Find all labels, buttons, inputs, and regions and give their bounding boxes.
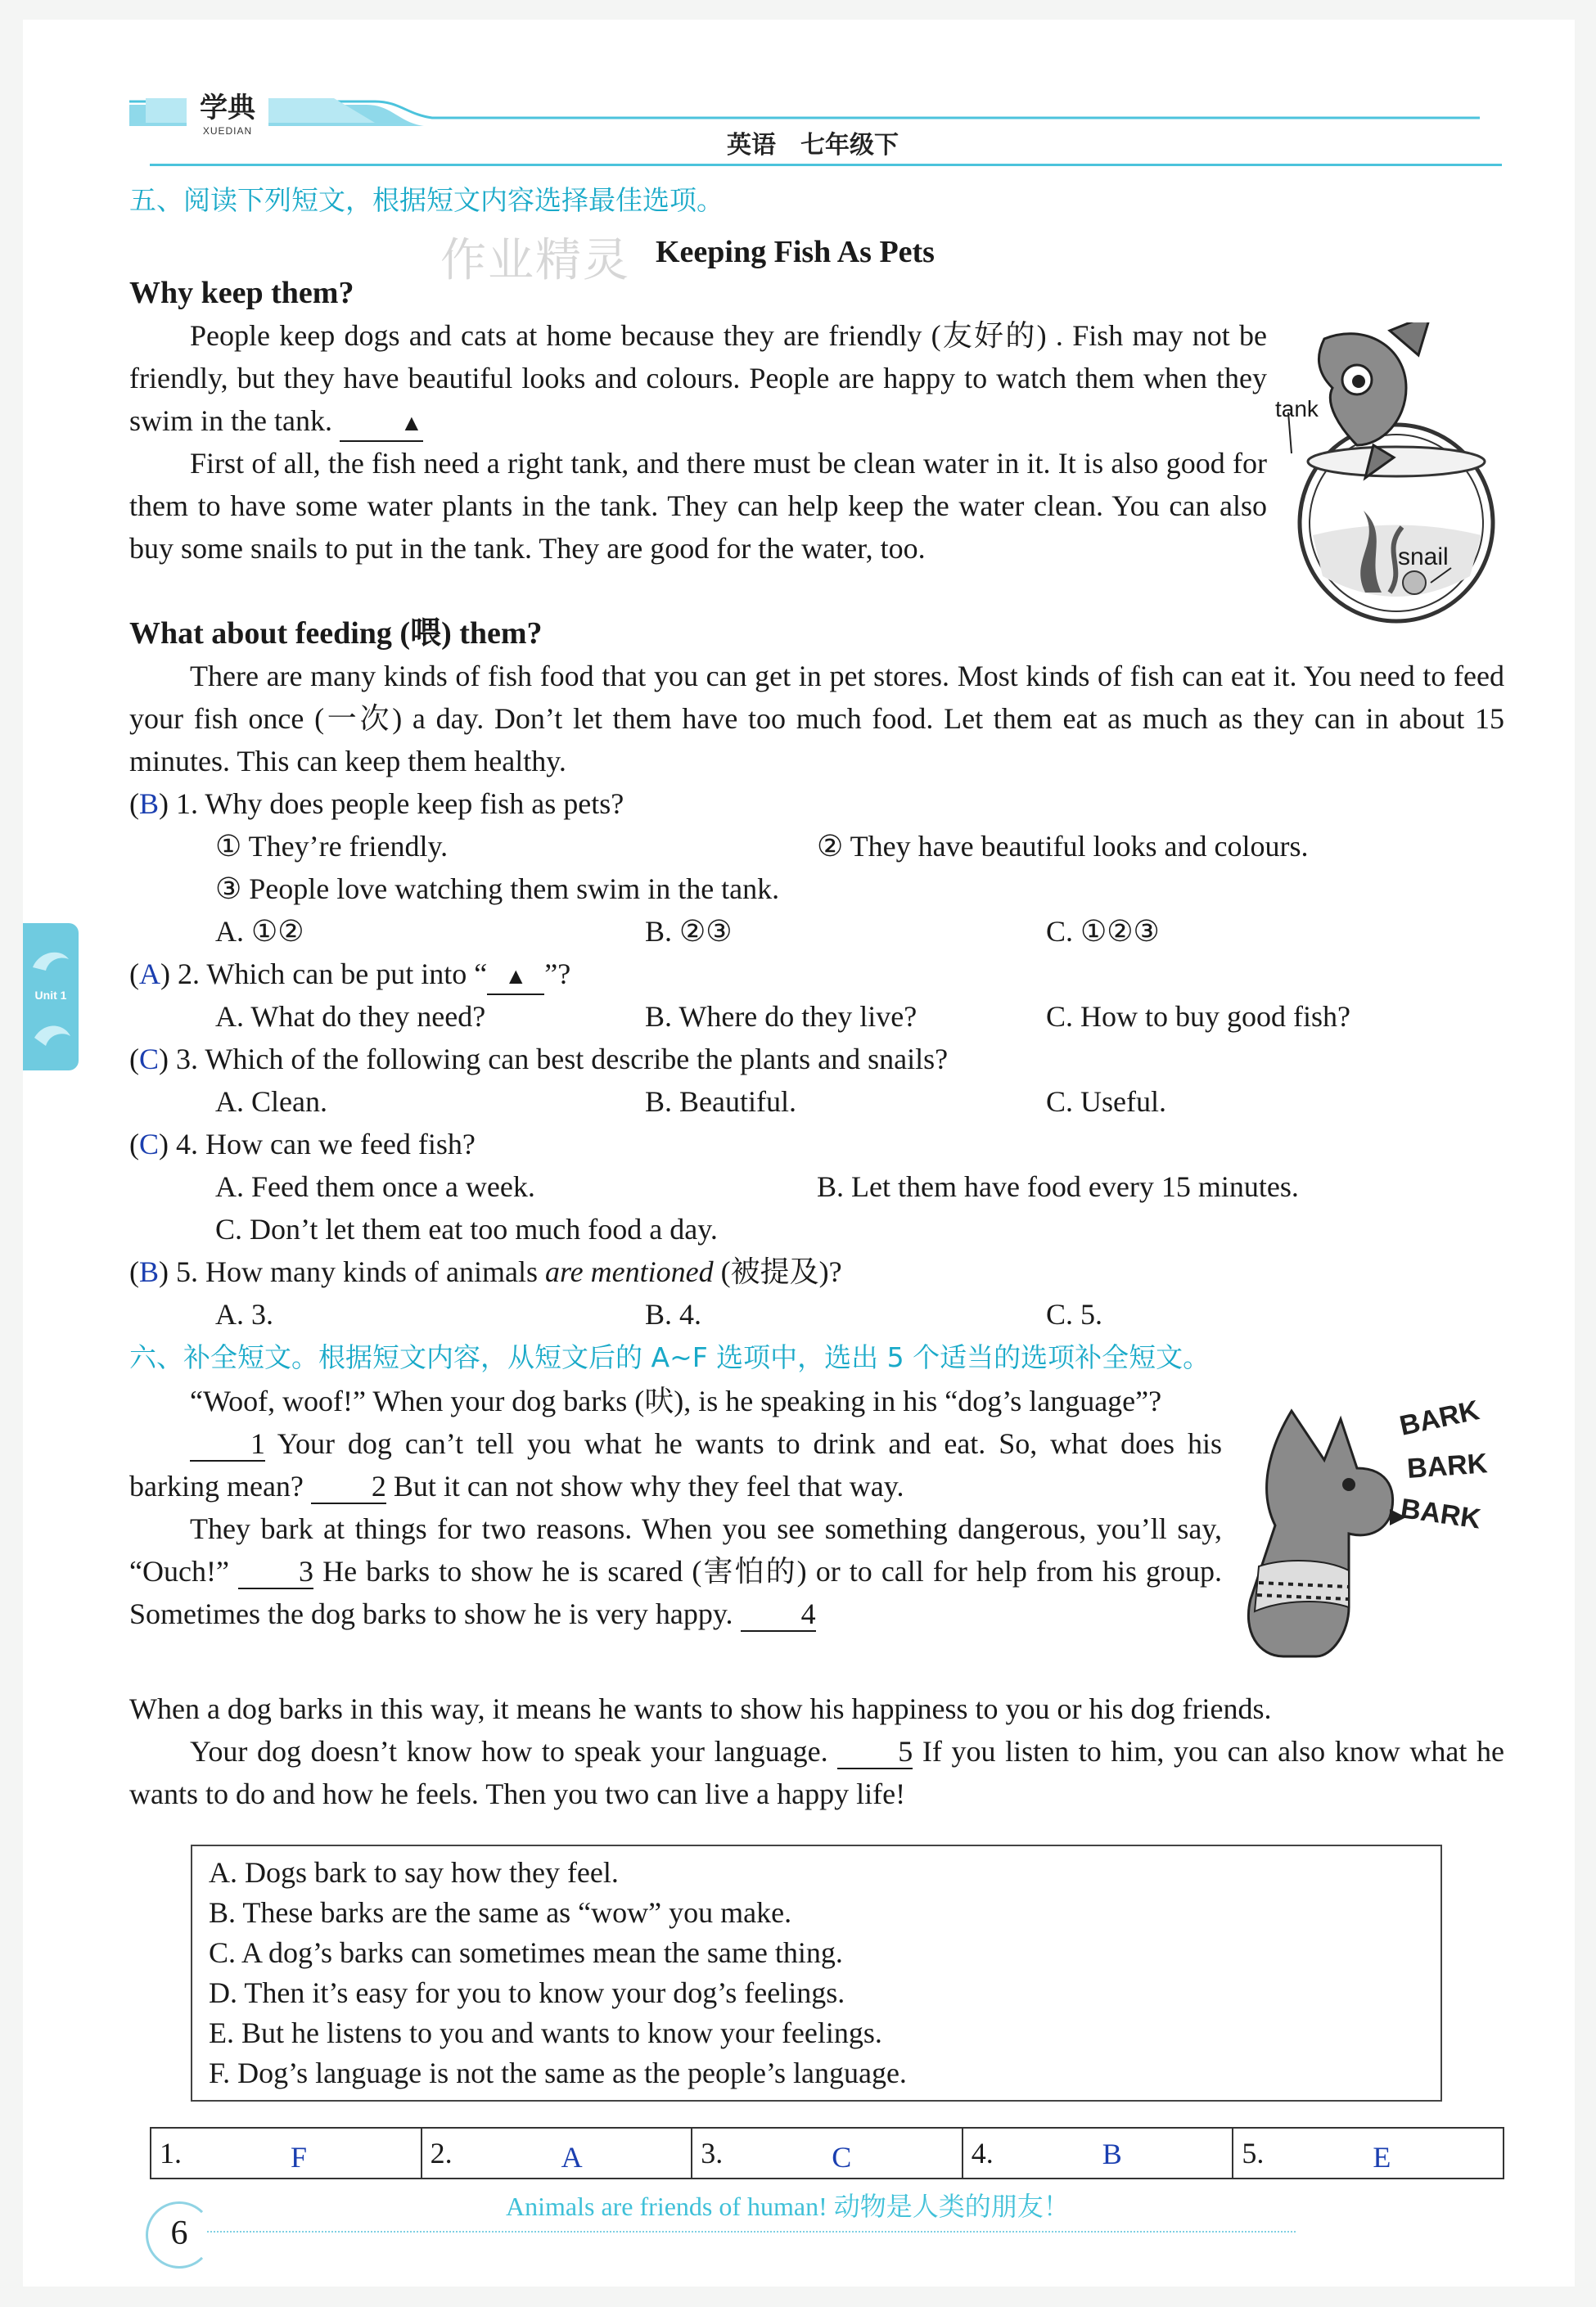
snail-label: snail [1398,543,1449,570]
answer-cell-1 [151,2128,422,2179]
p1-text: People keep dogs and cats at home because they are friendly (友好的) . Fish may not be friendly, but they have beautiful looks and colours. People are happy to watch them when they swim in the tank. [129,319,1267,437]
option-a: A. Dogs bark to say how they feel. [209,1856,619,1889]
answer-num: 4. [971,2137,994,2170]
page: 学典 XUEDIAN 英语 七年级下 Unit 1 五、阅读下列短文，根据短文内容选择最佳选项。 作业精灵 Keeping Fish As Pets Why keep them? People keep dogs and cats at home because they are friendly (友好的) . Fish may not be friendly, but they have beautiful looks and colours. People are happy to watch them when they swim in the tank. ▲ First of all, the fish need a right tank, and there must be clean water in it. It is also good for them to have some water plants in the tank. They can help keep the water clean. You can also buy some snails to put in the tank. They are good for the water, too. tank snail What about feeding (喂) them? There are many kinds of fish food that you can get in pet stores. Most kinds of fish can eat it. You need to feed your fish once (一次) a day. Don’t let them have too much food. Let them eat as much as they can in about 15 minutes. This can keep them healthy. (B) 1. Why does people keep fish as pets? ① They’re friendly. ② They have beautiful looks and colours. ③ People love watching them swim in the tank. A. ①② B. ②③ C. ①②③ (A) 2. Which can be put into “ ▲ ”? A. What do they need? B. Where do they live? C. How to buy good fish? (C) 3. Which of the following can best describe the plants and snails? A. Clean. B. Beautiful. C. Useful. (C) 4. How can we feed fish? A. Feed them once a week. B. Let them have food every 15 minutes. C. Don’t let them eat too much food a day. (B) 5. How many kinds of animals are mentioned (被提及)? A. 3. B. 4. C. 5. 六、补全短文。根据短文内容，从短文后的 A~F 选项中，选出 5 个适当的选项补全短文。 “Woof, woof!” When your dog barks (吠), is he speaking in his “dog’s language”? 1 Your dog can’t tell you what he wants to drink and eat. So, what does his barking mean? 2 But it can not show why they feel that way. They bark at things for two reasons. When you see something dangerous, you’ll say, “Ouch!” 3 He barks to show he is scared (害怕的) or to call for help from his group. Sometimes the dog barks to show he is very happy. 4 When a dog barks in this way, it means he wants to show his happiness to you or his dog friends. Your dog doesn’t know how to speak your language. 5 If you listen to him, you can also know what he wants to do and how he feels. Then you two can live a happy life! BARK BARK BARK A. Dogs bark to say how they feel. B. These barks are the same as “wow” you make. C. A dog’s barks can sometimes mean the same thing. D. Then it’s easy for you to know your dog’s feelings. E. But he listens to you and wants to know your feelings. F. Dog’s language is not the same as the people’s language. 1. F 2. A 3. C 4. B 5. E 6 Animals are friends of human! 动物是人类的朋友！ [23,20,1575,2287]
paragraph-2: First of all, the fish need a right tank, and there must be clean water in it. It is also good for them to have some water plants in the tank. They can help keep the water clean. You can also buy some snails to put in the tank. They are good for the water, too. [129,447,1267,565]
answer-paren: ( [129,787,139,820]
q4-option-a: A. Feed them once a week. [215,1170,535,1203]
q1-stem: 1. Why does people keep fish as pets? [176,787,624,820]
paragraph-3 [129,655,1504,782]
wave-icon [28,935,77,984]
p1-blank [340,404,423,442]
option-f: F. Dog’s language is not the same as the people’s language. [209,2057,907,2089]
option-d: D. Then it’s easy for you to know your dog’s feelings. [209,1976,845,2009]
logo-cn: 学典 [200,92,255,124]
s6-paragraph-3 [129,1507,1222,1635]
q5-option-a: A. 3. [215,1298,273,1331]
q2-stem-post: ”? [544,957,571,990]
section6-passage-bottom [129,1687,1504,1815]
answer-1: B [139,787,160,820]
answer-cell-4 [963,2128,1233,2179]
s6-paragraph-3c: When a dog barks in this way, it means he wants to show his happiness to you or his dog friends. [129,1692,1272,1725]
option-c: C. A dog’s barks can sometimes mean the same thing. [209,1936,843,1969]
answer-num: 5. [1242,2137,1265,2170]
answer-cell-2 [422,2128,692,2179]
bark-word-1: BARK [1396,1395,1482,1442]
logo-en: XUEDIAN [202,125,253,137]
side-tab-label: Unit 1 [34,989,67,1002]
s6-p4b: If you listen to him, you can also know what he wants to do and how he feels. Then you two can live a happy life! [129,1735,1504,1810]
q1-option-c: C. ①②③ [1046,915,1160,948]
q2-blank [487,957,544,995]
triangle-mark: ▲ [399,411,423,436]
q3-stem: 3. Which of the following can best describe the plants and snails? [176,1043,949,1075]
subheading-why: Why keep them? [129,276,354,310]
q4-option-c: C. Don’t let them eat too much food a day. [215,1213,718,1246]
page-number: 6 [170,2215,188,2252]
q1-subopt-1: ① They’re friendly. [215,830,449,863]
q5-option-b: B. 4. [645,1298,702,1331]
page-number-badge [146,2201,213,2269]
q2-stem-pre: 2. Which can be put into “ [178,957,488,990]
dog-illustration [1226,1395,1496,1673]
q2-option-a: A. What do they need? [215,1000,486,1033]
header-rule [150,164,1502,166]
q4-stem: 4. How can we feed fish? [176,1128,476,1160]
q2-option-c: C. How to buy good fish? [1046,1000,1350,1033]
side-tab [23,923,79,1070]
answer-value: A [561,2141,583,2174]
footer-rule [207,2231,1296,2233]
answer-value: E [1373,2141,1391,2174]
fishbowl-illustration [1267,322,1504,650]
q1-subopt-2: ② They have beautiful looks and colours. [817,830,1309,863]
section6-passage-top [129,1380,1222,1635]
s6-paragraph-4 [129,1730,1504,1815]
footer-slogan: Animals are friends of human! 动物是人类的朋友！ [506,2192,1070,2221]
q5-stem-italic: are mentioned [544,1255,714,1288]
answer-value: B [1102,2138,1122,2170]
section6-heading: 六、补全短文。根据短文内容，从短文后的 A~F 选项中，选出 5 个适当的选项补全短文。 [129,1341,1211,1373]
answer-3: C [139,1043,160,1075]
option-b: B. These barks are the same as “wow” you make. [209,1896,792,1929]
logo [187,92,268,146]
q1-subopt-3: ③ People love watching them swim in the tank. [215,872,780,905]
answer-num: 1. [160,2137,182,2170]
s6-p2a: Your dog can’t tell you what he wants to drink and eat. So, what does his barking mean? [129,1427,1222,1503]
blank-5: 5 [837,1735,913,1769]
blank-2: 2 [311,1470,386,1504]
s6-p3a: They bark at things for two reasons. When you see something dangerous, you’ll say, “Ouch!” [129,1512,1222,1588]
answer-num: 3. [701,2137,724,2170]
q5-stem-post: (被提及)? [713,1255,842,1288]
q2-triangle-mark: ▲ [504,964,528,989]
q1-option-a: A. ①② [215,915,304,948]
q1-option-b: B. ②③ [645,915,733,948]
article-title: Keeping Fish As Pets [656,235,935,269]
wave-icon-2 [28,1013,77,1054]
tank-label: tank [1275,396,1319,421]
s6-p3b: He barks to show he is scared (害怕的) or to call for help from his group. Sometimes the dog barks to show he is very happy. [129,1555,1223,1630]
answer-num: 2. [430,2137,453,2170]
s6-p2b: But it can not show why they feel that way. [393,1470,904,1503]
bark-word-2: BARK [1405,1448,1489,1485]
s6-paragraph-1: “Woof, woof!” When your dog barks (吠), is he speaking in his “dog’s language”? [190,1385,1162,1417]
answer-table-row [151,2128,1504,2179]
answer-table [150,2127,1504,2179]
q3-option-a: A. Clean. [215,1085,327,1118]
subheading-feeding: What about feeding (喂) them? [129,616,543,651]
blank-4: 4 [741,1597,816,1632]
paragraph-1 [129,314,1267,570]
answer-2: A [139,957,160,990]
paragraph-3-text: There are many kinds of fish food that you can get in pet stores. Most kinds of fish can eat it. You need to feed your fish once (一次) a day. Don’t let them have too much food. Let them eat as much as they can in about 15 minutes. This can keep them healthy. [129,660,1504,777]
s6-paragraph-2 [129,1422,1222,1507]
option-e: E. But he listens to you and wants to know your feelings. [209,2016,882,2049]
q5-stem-pre: 5. How many kinds of animals [176,1255,545,1288]
answer-value: C [832,2141,852,2174]
answer-4: C [139,1128,160,1160]
section5-heading: 五、阅读下列短文，根据短文内容选择最佳选项。 [129,184,724,216]
header-subject: 英语 七年级下 [727,131,899,160]
answer-paren: ) [159,787,169,820]
s6-p4a: Your dog doesn’t know how to speak your language. [190,1735,828,1768]
bark-word-3: BARK [1398,1493,1483,1535]
q2-option-b: B. Where do they live? [645,1000,917,1033]
q4-option-b: B. Let them have food every 15 minutes. [817,1170,1299,1203]
answer-5: B [139,1255,160,1288]
watermark: 作业精灵 [440,234,630,287]
q5-option-c: C. 5. [1046,1298,1103,1331]
q3-option-c: C. Useful. [1046,1085,1166,1118]
blank-1: 1 [190,1427,265,1462]
answer-value: F [291,2141,308,2174]
options-box [191,1845,1442,2102]
blank-3: 3 [238,1555,313,1589]
answer-cell-3 [692,2128,963,2179]
q3-option-b: B. Beautiful. [645,1085,796,1118]
answer-cell-5 [1233,2128,1504,2179]
